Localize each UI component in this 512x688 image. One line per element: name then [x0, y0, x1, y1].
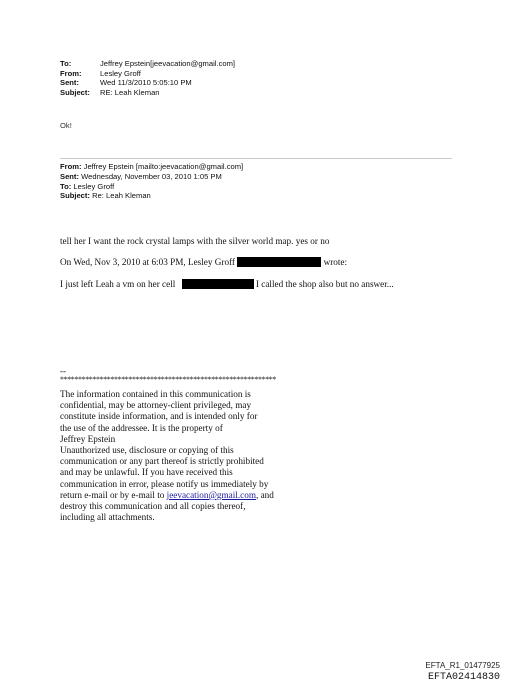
quoted-subject-row [60, 191, 243, 201]
email-link[interactable]: jeevacation@gmail.com [166, 489, 256, 500]
notice-line: constitute inside information, and is intended only for [60, 411, 258, 422]
quoted-to-row [60, 182, 243, 192]
quoted-sent-row [60, 172, 243, 182]
quoted-subject-label: Subject: [60, 191, 90, 201]
body-line-1: tell her I want the rock crystal lamps with the silver world map. yes or no [60, 236, 330, 246]
subject-label: Subject: [60, 87, 90, 97]
notice-line: communication or any part thereof is strictly prohibited [60, 456, 264, 467]
body-line-2-start: On Wed, Nov 3, 2010 at 6:03 PM, Lesley Groff [60, 257, 235, 267]
notice-line: including all attachments. [60, 512, 155, 523]
quoted-header [60, 162, 243, 201]
notice-text: , and [255, 489, 274, 500]
notice-line: Unauthorized use, disclosure or copying of this [60, 445, 234, 456]
body-line-3 [60, 279, 394, 289]
subject-row [60, 88, 235, 98]
notice-line: destroy this communication and all copies thereof, [60, 501, 246, 512]
from-label: From: [60, 68, 82, 78]
notice-line: The information contained in this communication is [60, 389, 251, 399]
redaction-box [182, 279, 254, 289]
notice-line: the use of the addressee. It is the property of [60, 422, 223, 433]
to-row [60, 59, 235, 69]
quoted-sent-value: Wednesday, November 03, 2010 1:05 PM [81, 171, 222, 181]
quoted-subject-value: Re: Leah Kleman [92, 191, 151, 201]
body-line-3-start: I just left Leah a vm on her cell [60, 279, 176, 289]
confidentiality-notice [60, 389, 360, 523]
notice-text: return e-mail or by e-mail to [60, 489, 167, 500]
notice-line [60, 490, 360, 501]
bates-id-1: EFTA_R1_01477925 [425, 661, 500, 670]
sent-value: Wed 11/3/2010 5:05:10 PM [100, 78, 192, 88]
notice-line: Jeffrey Epstein [60, 433, 116, 444]
body-line-2-end: wrote: [323, 257, 348, 267]
sent-label: Sent: [60, 78, 79, 88]
body-line-3-end: I called the shop also but no answer... [255, 279, 394, 289]
asterisk-rule: ************************************************************ [60, 375, 277, 384]
quoted-to-value: Lesley Groff [73, 181, 115, 191]
subject-value: RE: Leah Kleman [100, 87, 160, 97]
quoted-sent-label: Sent: [60, 171, 79, 181]
bates-id-2: EFTA02414830 [427, 672, 500, 683]
email-header [60, 59, 235, 97]
notice-line: confidential, may be attorney-client privileged, may [60, 400, 252, 411]
quoted-from-row [60, 162, 243, 172]
to-value: Jeffrey Epstein[jeevacation@gmail.com] [100, 59, 236, 68]
redaction-box [237, 257, 321, 267]
quoted-to-label: To: [60, 181, 72, 191]
signature-separator: -- [60, 366, 66, 376]
divider [60, 158, 452, 159]
sent-row [60, 78, 235, 88]
from-row [60, 69, 235, 79]
reply-text: Ok! [60, 121, 72, 130]
from-value: Lesley Groff [100, 68, 141, 78]
quoted-from-value: Jeffrey Epstein [mailto:jeevacation@gmail.com] [83, 162, 244, 171]
to-label: To: [60, 59, 72, 68]
quoted-from-label: From: [60, 162, 82, 171]
notice-line: and may be unlawful. If you have received this [60, 467, 233, 478]
body-line-2 [60, 257, 347, 267]
notice-line: communication in error, please notify us immediately by [60, 478, 269, 489]
